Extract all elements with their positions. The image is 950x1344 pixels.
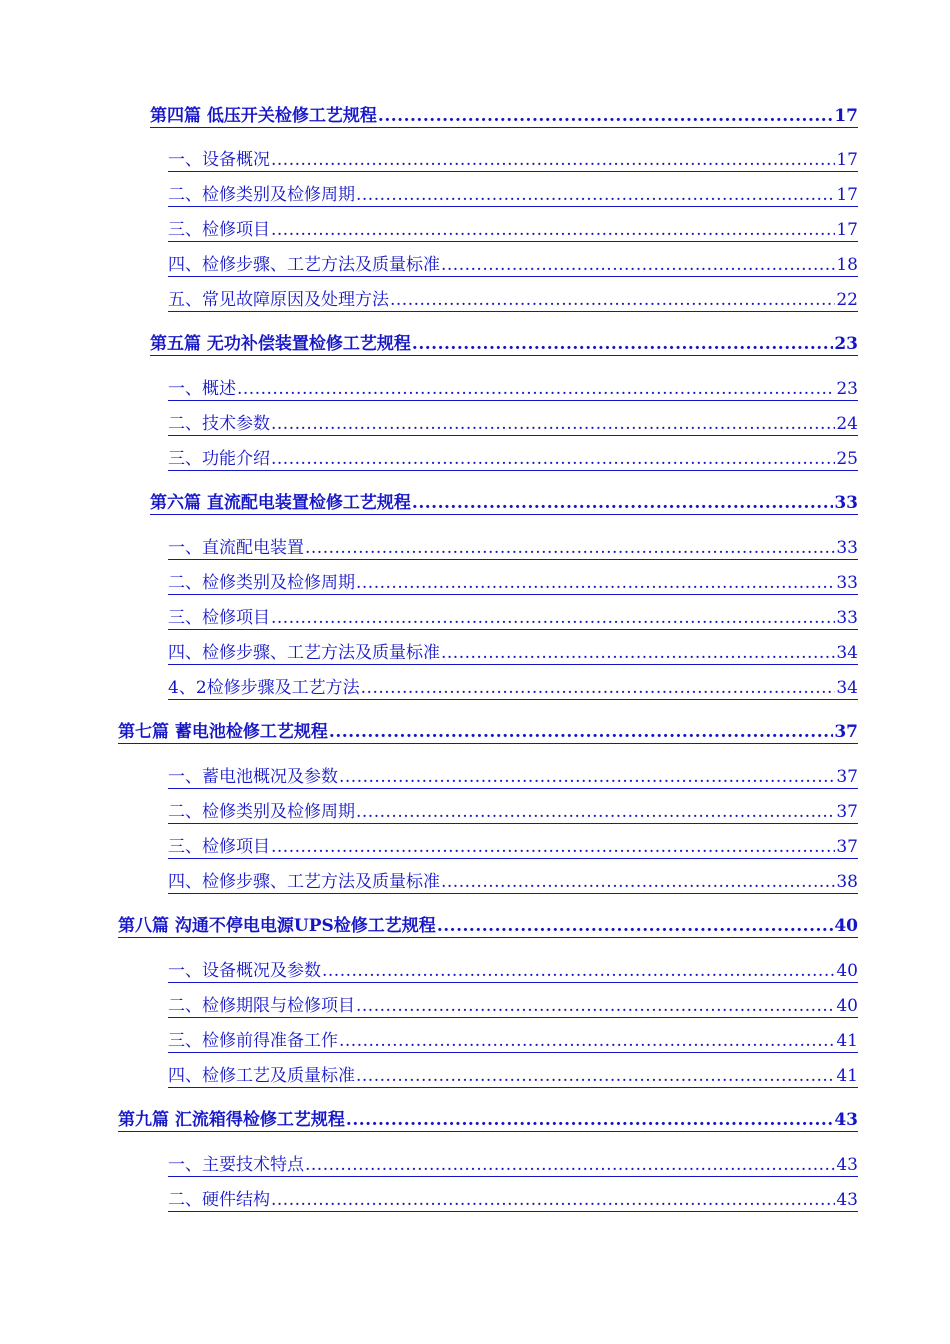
toc-section-link[interactable] <box>168 1031 858 1053</box>
toc-entry-title: 一、概述 <box>168 379 236 399</box>
dot-leader <box>412 334 833 354</box>
toc-page-number: 41 <box>836 1031 858 1051</box>
dot-leader <box>441 643 835 663</box>
toc-page-number: 38 <box>836 872 858 892</box>
toc-page-number: 18 <box>836 255 858 275</box>
toc-entry-title: 四、检修步骤、工艺方法及质量标准 <box>168 872 440 892</box>
toc-page-number: 24 <box>836 414 858 434</box>
toc-page-number: 37 <box>836 767 858 787</box>
toc-page-number: 17 <box>836 220 858 240</box>
toc-entry-title: 五、常见故障原因及处理方法 <box>168 290 389 310</box>
toc-entry-title: 第七篇 蓄电池检修工艺规程 <box>118 722 328 742</box>
dot-leader <box>356 185 835 205</box>
toc-entry-title: 二、技术参数 <box>168 414 270 434</box>
toc-page-number: 40 <box>836 961 858 981</box>
toc-part-link[interactable] <box>118 1110 858 1132</box>
toc-entry-title: 一、设备概况及参数 <box>168 961 321 981</box>
toc-entry-title: 三、功能介绍 <box>168 449 270 469</box>
dot-leader <box>271 449 835 469</box>
toc-section-link[interactable] <box>168 150 858 172</box>
toc-entry-title: 三、检修项目 <box>168 220 270 240</box>
dot-leader <box>329 722 833 742</box>
toc-page-number: 17 <box>834 106 858 126</box>
toc-part-link[interactable] <box>118 722 858 744</box>
dot-leader <box>271 608 835 628</box>
toc-section-link[interactable] <box>168 961 858 983</box>
toc-page-number: 17 <box>836 185 858 205</box>
toc-page-number: 33 <box>836 573 858 593</box>
toc-entry-title: 第八篇 沟通不停电电源UPS检修工艺规程 <box>118 916 436 936</box>
dot-leader <box>322 961 835 981</box>
dot-leader <box>441 255 835 275</box>
toc-section-link[interactable] <box>168 185 858 207</box>
toc-section-link[interactable] <box>168 573 858 595</box>
toc-part-link[interactable] <box>118 916 858 938</box>
dot-leader <box>305 1155 835 1175</box>
dot-leader <box>271 220 835 240</box>
dot-leader <box>271 150 835 170</box>
toc-page-number: 37 <box>834 722 858 742</box>
toc-entry-title: 第六篇 直流配电装置检修工艺规程 <box>150 493 411 513</box>
toc-section-link[interactable] <box>168 255 858 277</box>
toc-section-link[interactable] <box>168 837 858 859</box>
toc-entry-title: 一、主要技术特点 <box>168 1155 304 1175</box>
toc-part-link[interactable] <box>150 106 858 128</box>
toc-page-number: 34 <box>836 643 858 663</box>
dot-leader <box>271 414 835 434</box>
toc-page-number: 23 <box>834 334 858 354</box>
toc-entry-title: 一、直流配电装置 <box>168 538 304 558</box>
toc-page-number: 43 <box>836 1155 858 1175</box>
toc-page-number: 23 <box>836 379 858 399</box>
toc-entry-title: 一、蓄电池概况及参数 <box>168 767 338 787</box>
toc-section-link[interactable] <box>168 678 858 700</box>
toc-page-number: 40 <box>834 916 858 936</box>
toc-page-number: 33 <box>834 493 858 513</box>
toc-section-link[interactable] <box>168 290 858 312</box>
dot-leader <box>237 379 835 399</box>
toc-page-number: 37 <box>836 837 858 857</box>
toc-entry-title: 4、2检修步骤及工艺方法 <box>168 678 360 698</box>
toc-section-link[interactable] <box>168 1066 858 1088</box>
toc-entry-title: 四、检修步骤、工艺方法及质量标准 <box>168 643 440 663</box>
toc-page-number: 22 <box>836 290 858 310</box>
toc-entry-title: 二、检修类别及检修周期 <box>168 185 355 205</box>
toc-section-link[interactable] <box>168 996 858 1018</box>
toc-entry-title: 三、检修项目 <box>168 837 270 857</box>
toc-page-number: 40 <box>836 996 858 1016</box>
toc-section-link[interactable] <box>168 767 858 789</box>
toc-entry-title: 三、检修前得准备工作 <box>168 1031 338 1051</box>
toc-page-number: 33 <box>836 608 858 628</box>
toc-section-link[interactable] <box>168 538 858 560</box>
dot-leader <box>271 1190 835 1210</box>
toc-section-link[interactable] <box>168 414 858 436</box>
dot-leader <box>437 916 834 936</box>
toc-part-link[interactable] <box>150 334 858 356</box>
toc-entry-title: 四、检修步骤、工艺方法及质量标准 <box>168 255 440 275</box>
dot-leader <box>441 872 835 892</box>
toc-section-link[interactable] <box>168 608 858 630</box>
toc-section-link[interactable] <box>168 872 858 894</box>
dot-leader <box>356 573 835 593</box>
dot-leader <box>339 1031 835 1051</box>
toc-section-link[interactable] <box>168 449 858 471</box>
toc-page-number: 17 <box>836 150 858 170</box>
toc-entry-title: 第九篇 汇流箱得检修工艺规程 <box>118 1110 345 1130</box>
dot-leader <box>356 1066 835 1086</box>
dot-leader <box>390 290 835 310</box>
toc-entry-title: 二、检修期限与检修项目 <box>168 996 355 1016</box>
toc-section-link[interactable] <box>168 802 858 824</box>
toc-page-number: 34 <box>836 678 858 698</box>
dot-leader <box>305 538 835 558</box>
dot-leader <box>356 802 835 822</box>
toc-entry-title: 二、检修类别及检修周期 <box>168 573 355 593</box>
toc-entry-title: 三、检修项目 <box>168 608 270 628</box>
toc-entry-title: 第四篇 低压开关检修工艺规程 <box>150 106 377 126</box>
dot-leader <box>378 106 833 126</box>
dot-leader <box>412 493 833 513</box>
dot-leader <box>271 837 835 857</box>
toc-page-number: 41 <box>836 1066 858 1086</box>
toc-page-number: 37 <box>836 802 858 822</box>
toc-page-number: 33 <box>836 538 858 558</box>
toc-section-link[interactable] <box>168 1155 858 1177</box>
toc-entry-title: 一、设备概况 <box>168 150 270 170</box>
dot-leader <box>339 767 835 787</box>
toc-entry-title: 二、硬件结构 <box>168 1190 270 1210</box>
dot-leader <box>346 1110 833 1130</box>
toc-section-link[interactable] <box>168 1190 858 1212</box>
toc-section-link[interactable] <box>168 643 858 665</box>
toc-page-number: 43 <box>834 1110 858 1130</box>
toc-part-link[interactable] <box>150 493 858 515</box>
toc-entry-title: 二、检修类别及检修周期 <box>168 802 355 822</box>
dot-leader <box>361 678 836 698</box>
toc-section-link[interactable] <box>168 379 858 401</box>
toc-entry-title: 第五篇 无功补偿装置检修工艺规程 <box>150 334 411 354</box>
dot-leader <box>356 996 835 1016</box>
toc-entry-title: 四、检修工艺及质量标准 <box>168 1066 355 1086</box>
toc-page-number: 25 <box>836 449 858 469</box>
toc-page-number: 43 <box>836 1190 858 1210</box>
toc-section-link[interactable] <box>168 220 858 242</box>
